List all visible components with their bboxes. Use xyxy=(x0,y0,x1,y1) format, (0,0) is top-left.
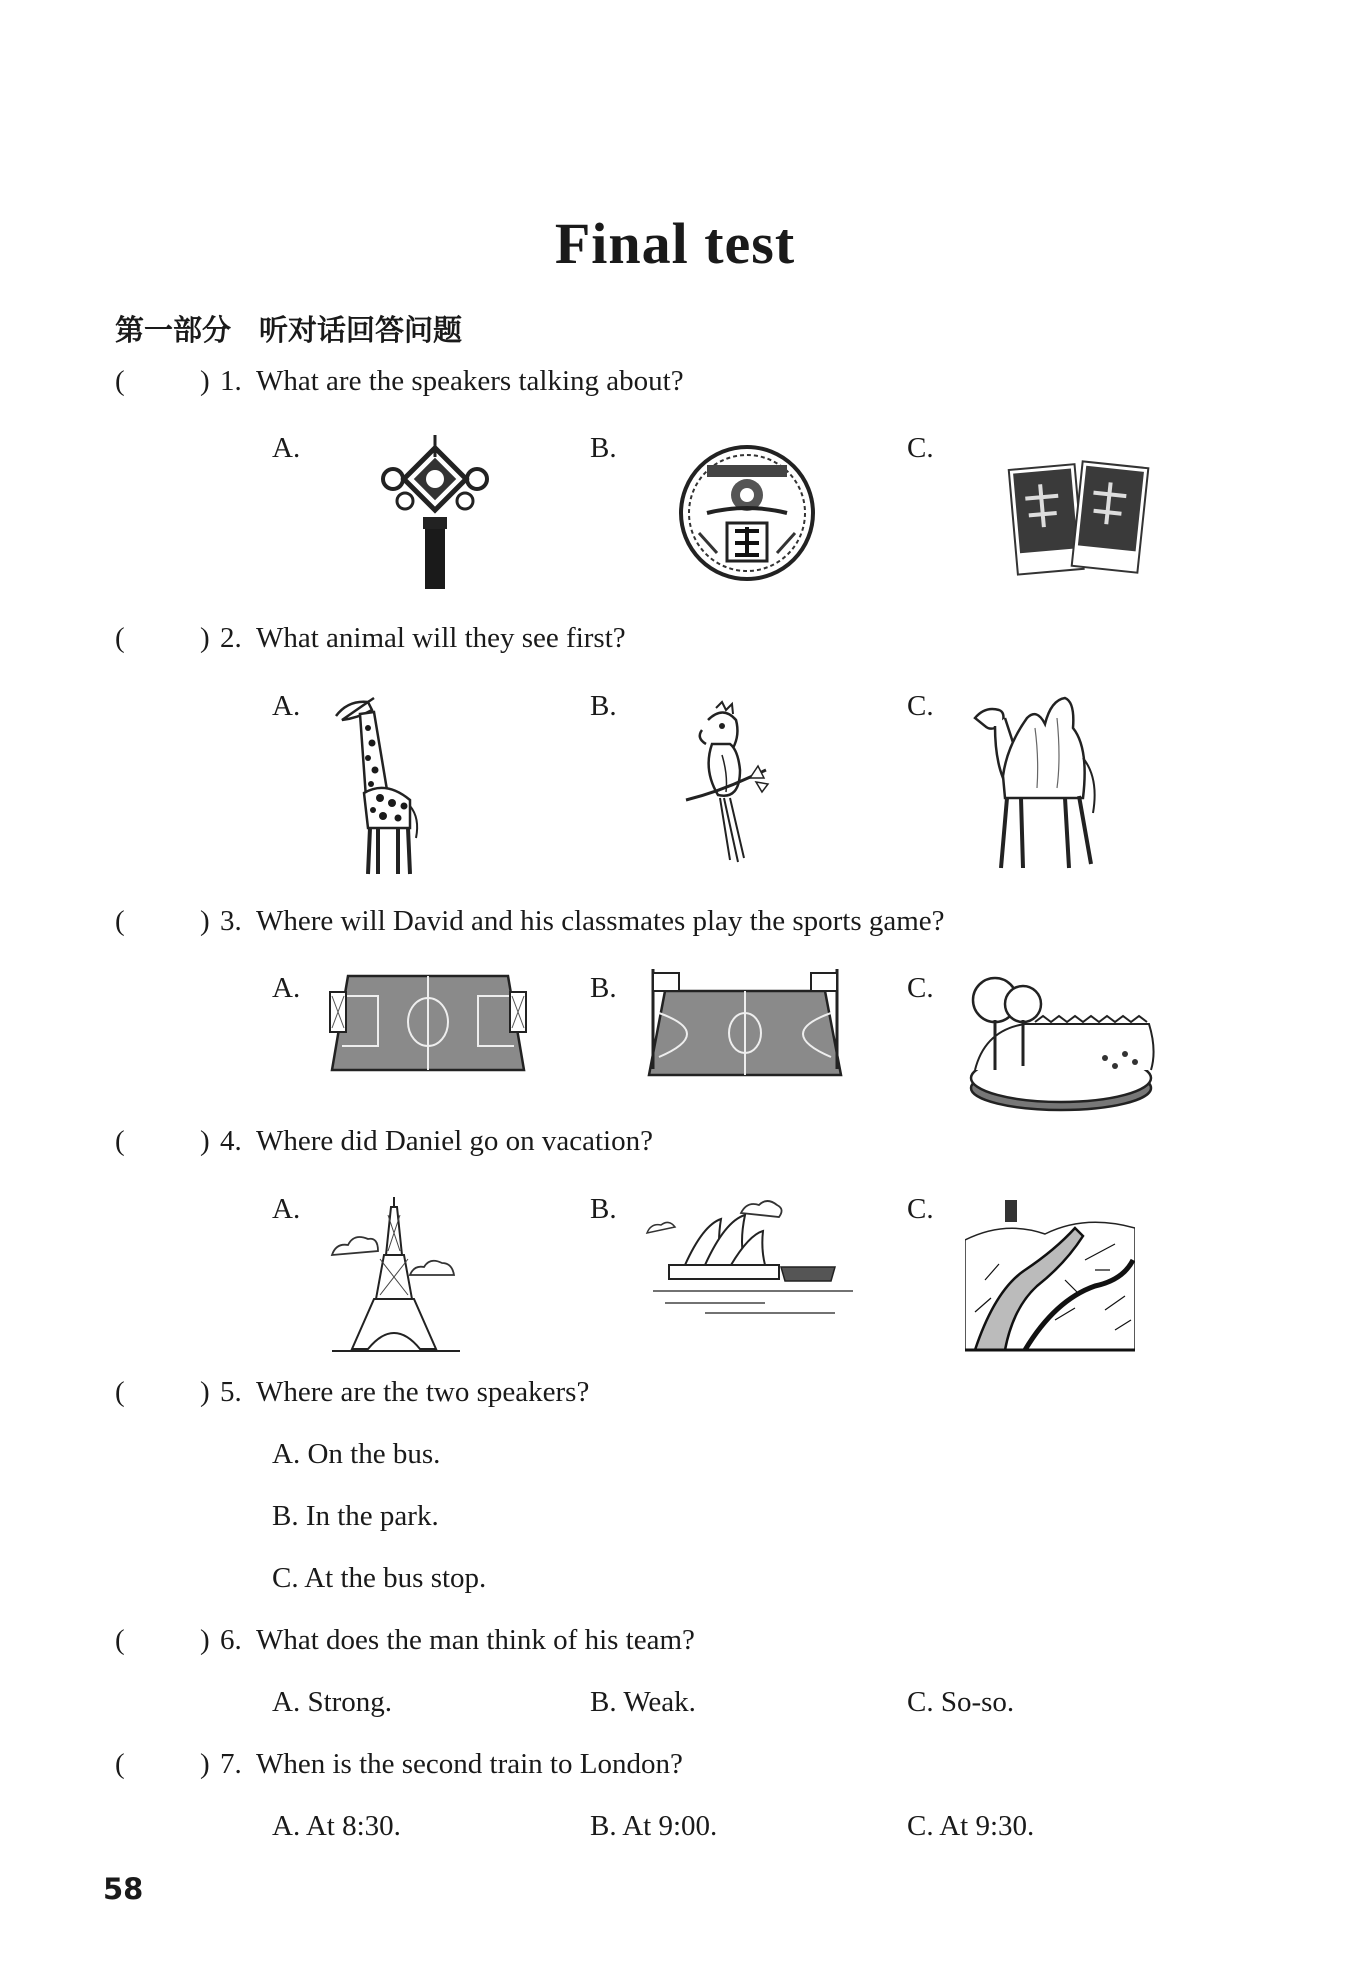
question-number: 3. xyxy=(220,905,242,937)
question-7 xyxy=(115,1748,683,1781)
question-number: 1. xyxy=(220,365,242,397)
option-a: A. Strong. xyxy=(272,1686,393,1718)
option-c-label: C. xyxy=(907,690,934,722)
section-instruction: 听对话回答问题 xyxy=(259,313,463,347)
option-b-label: B. xyxy=(590,972,617,1004)
red-packets-icon xyxy=(1005,452,1153,587)
question-text: Where will David and his classmates play the sports game? xyxy=(256,905,945,937)
question-number: 6. xyxy=(220,1624,242,1656)
answer-blank-open[interactable]: ( xyxy=(115,365,125,397)
park-icon xyxy=(965,970,1155,1118)
answer-blank-open[interactable]: ( xyxy=(115,622,125,654)
answer-blank-close: ) xyxy=(200,905,210,937)
question-text: What are the speakers talking about? xyxy=(256,365,684,397)
question-6 xyxy=(115,1624,695,1657)
sydney-opera-house-icon xyxy=(645,1195,860,1325)
answer-blank-close: ) xyxy=(200,1125,210,1157)
question-text: What animal will they see first? xyxy=(256,622,626,654)
great-wall-icon xyxy=(965,1200,1135,1352)
page-number: 58 xyxy=(103,1872,144,1906)
answer-blank-open[interactable]: ( xyxy=(115,1376,125,1408)
answer-blank-close: ) xyxy=(200,622,210,654)
answer-blank-open[interactable]: ( xyxy=(115,905,125,937)
option-b: B. At 9:00. xyxy=(590,1810,718,1842)
question-number: 7. xyxy=(220,1748,242,1780)
question-4 xyxy=(115,1125,653,1158)
answer-blank-open[interactable]: ( xyxy=(115,1624,125,1656)
answer-blank-close: ) xyxy=(200,1624,210,1656)
eiffel-tower-icon xyxy=(328,1195,463,1355)
option-b: B. Weak. xyxy=(590,1686,696,1718)
question-number: 2. xyxy=(220,622,242,654)
answer-blank-open[interactable]: ( xyxy=(115,1125,125,1157)
option-c: C. At 9:30. xyxy=(907,1810,1035,1842)
paper-cut-fu-icon xyxy=(677,443,817,583)
option-b-label: B. xyxy=(590,690,617,722)
football-field-icon xyxy=(328,970,528,1075)
option-a: A. On the bus. xyxy=(272,1438,441,1470)
question-text: Where are the two speakers? xyxy=(256,1376,590,1408)
page-title: Final test xyxy=(554,211,796,276)
answer-blank-close: ) xyxy=(200,365,210,397)
question-text: What does the man think of his team? xyxy=(256,1624,695,1656)
section-part: 第一部分 xyxy=(115,313,232,347)
question-3 xyxy=(115,905,945,938)
answer-blank-close: ) xyxy=(200,1376,210,1408)
option-c-label: C. xyxy=(907,432,934,464)
option-b-label: B. xyxy=(590,432,617,464)
question-text: Where did Daniel go on vacation? xyxy=(256,1125,653,1157)
question-2 xyxy=(115,622,626,655)
question-number: 5. xyxy=(220,1376,242,1408)
option-b-label: B. xyxy=(590,1193,617,1225)
option-a-label: A. xyxy=(272,972,301,1004)
parrot-icon xyxy=(678,700,773,865)
option-a: A. At 8:30. xyxy=(272,1810,401,1842)
question-5 xyxy=(115,1376,589,1409)
option-c: C. So-so. xyxy=(907,1686,1015,1718)
question-number: 4. xyxy=(220,1125,242,1157)
option-a-label: A. xyxy=(272,432,301,464)
option-a-label: A. xyxy=(272,690,301,722)
option-b: B. In the park. xyxy=(272,1500,439,1532)
chinese-knot-icon xyxy=(375,435,495,590)
question-text: When is the second train to London? xyxy=(256,1748,683,1780)
answer-blank-open[interactable]: ( xyxy=(115,1748,125,1780)
basketball-court-icon xyxy=(645,965,845,1080)
giraffe-icon xyxy=(328,688,428,880)
camel-icon xyxy=(965,688,1113,878)
answer-blank-close: ) xyxy=(200,1748,210,1780)
option-c-label: C. xyxy=(907,972,934,1004)
option-c: C. At the bus stop. xyxy=(272,1562,487,1594)
option-a-label: A. xyxy=(272,1193,301,1225)
section-heading xyxy=(115,308,462,349)
option-c-label: C. xyxy=(907,1193,934,1225)
question-1 xyxy=(115,365,684,398)
